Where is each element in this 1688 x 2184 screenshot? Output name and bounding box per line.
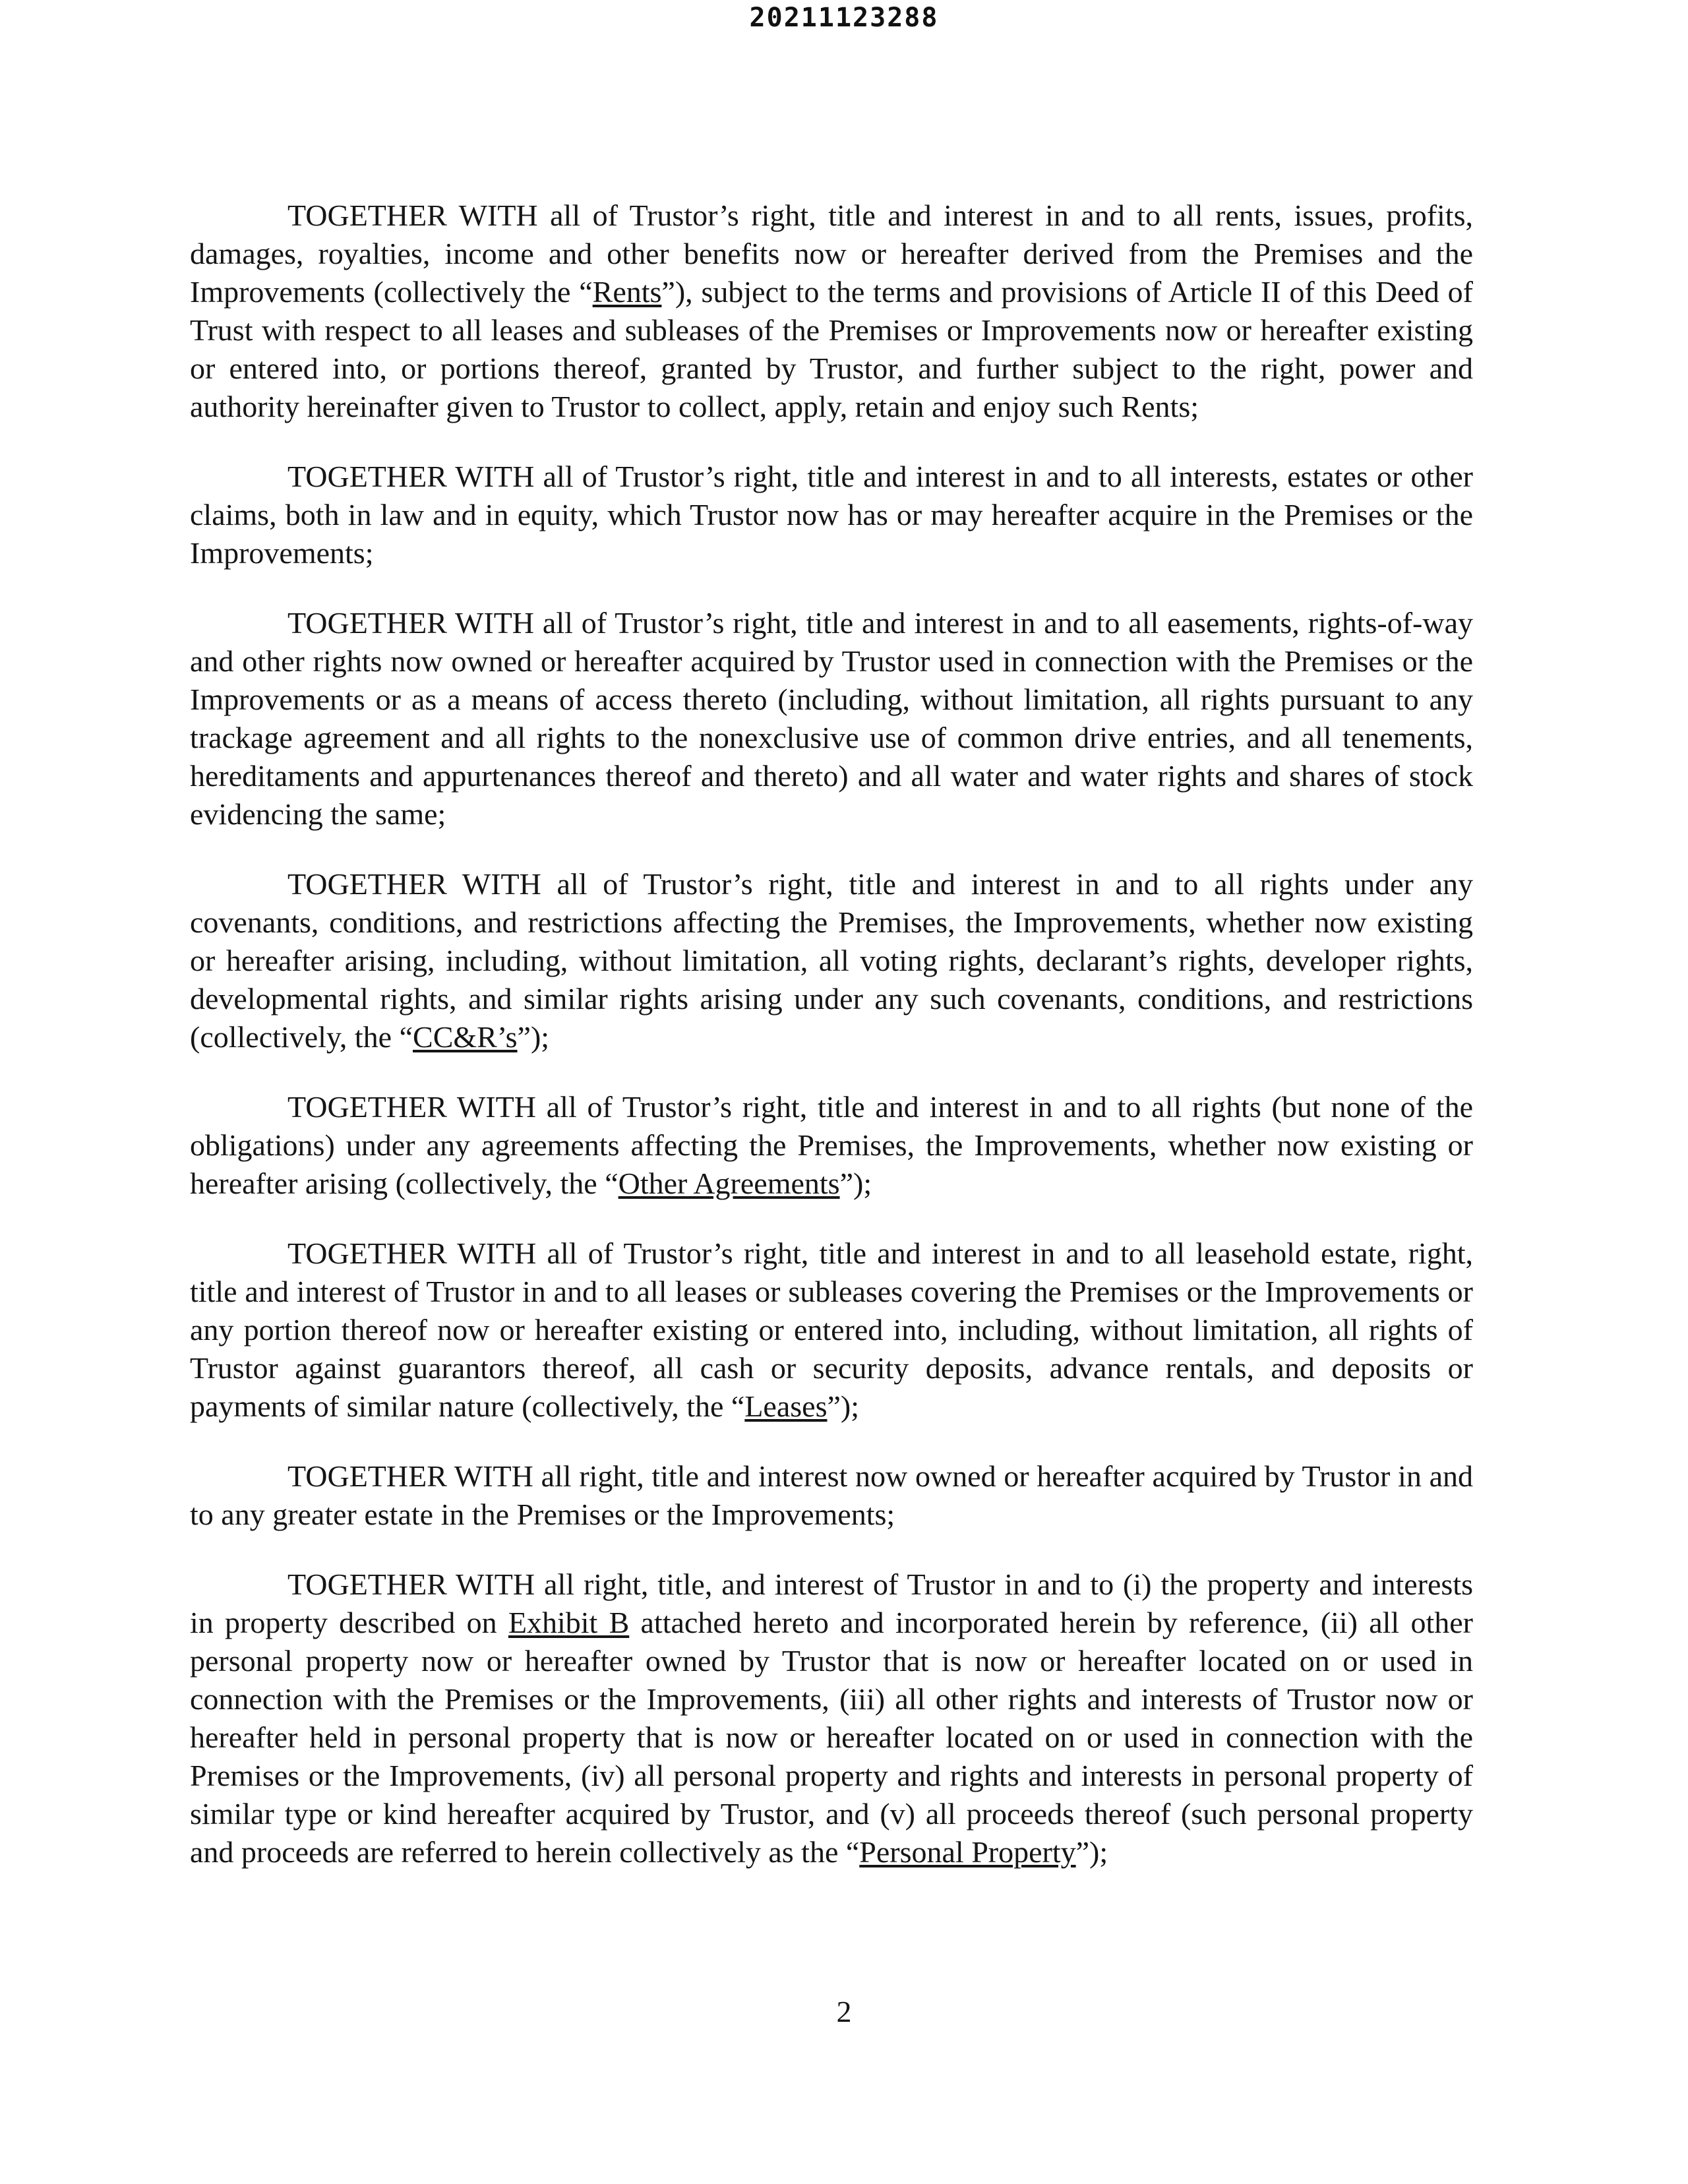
paragraph-text: TOGETHER WITH all right, title, and interest of Trustor in and to (i) the property and interests in property described on — [190, 1567, 1473, 1639]
paragraph-text: TOGETHER WITH all of Trustor’s right, title and interest in and to all rights (but none of the obligations) under any agreements affecting the Premises, the Improvements, whether now existing or hereafter arising (collectively, the “ — [190, 1090, 1473, 1200]
paragraph-personal-property — [190, 1565, 1473, 1871]
defined-term-ccrs: CC&R’s — [413, 1020, 518, 1054]
defined-term-personal-property: Personal Property — [859, 1835, 1076, 1869]
paragraph-text: ”); — [827, 1389, 859, 1423]
paragraph-interests-estates — [190, 458, 1473, 572]
defined-term-rents: Rents — [592, 275, 662, 309]
paragraph-ccrs — [190, 865, 1473, 1056]
paragraph-rents — [190, 197, 1473, 426]
paragraph-text: ”); — [839, 1167, 872, 1200]
exhibit-b-reference: Exhibit B — [508, 1606, 630, 1639]
recording-document-number: 20211123288 — [749, 3, 939, 33]
paragraph-leases — [190, 1234, 1473, 1426]
paragraph-text: ”); — [517, 1020, 550, 1054]
paragraph-text: ”); — [1075, 1835, 1108, 1869]
defined-term-leases: Leases — [744, 1389, 828, 1423]
paragraph-text: TOGETHER WITH all of Trustor’s right, title and interest in and to all interests, estates or other claims, both in law and in equity, which Trustor now has or may hereafter acquire in the Premises or the Improvements; — [190, 460, 1473, 570]
paragraph-text: TOGETHER WITH all of Trustor’s right, title and interest in and to all leasehold estate, right, title and interest of Trustor in and to all leases or subleases covering the Premises or the Improvements or any portion thereof now or hereafter existing or entered into, including, without limitation, all rights of Trustor against guarantors thereof, all cash or security deposits, advance rentals, and deposits or payments of similar nature (collectively, the “ — [190, 1236, 1473, 1423]
defined-term-other-agreements: Other Agreements — [618, 1167, 840, 1200]
paragraph-other-agreements — [190, 1088, 1473, 1203]
paragraph-text: TOGETHER WITH all of Trustor’s right, title and interest in and to all rights under any covenants, conditions, and restrictions affecting the Premises, the Improvements, whether now existing or hereafter arising, including, without limitation, all voting rights, declarant’s rights, developer rights, developmental rights, and similar rights arising under any such covenants, conditions, and restrictions (collectively, the “ — [190, 867, 1473, 1054]
paragraph-easements — [190, 604, 1473, 834]
paragraph-text: TOGETHER WITH all of Trustor’s right, title and interest in and to all rents, issues, profits, damages, royalties, income and other benefits now or hereafter derived from the Premises and the Improvements (collectively the “ — [190, 198, 1473, 309]
paragraph-text: TOGETHER WITH all right, title and interest now owned or hereafter acquired by Trustor in and to any greater estate in the Premises or the Improvements; — [190, 1459, 1473, 1531]
paragraph-text: attached hereto and incorporated herein by reference, (ii) all other personal property now or hereafter owned by Trustor that is now or hereafter located on or used in connection with the Premises or the Improvements, (iii) all other rights and interests of Trustor now or hereafter held in personal property that is now or hereafter located on or used in connection with the Premises or the Improvements, (iv) all personal property and rights and interests in personal property of similar type or kind hereafter acquired by Trustor, and (v) all proceeds thereof (such personal property and proceeds are referred to herein collectively as the “ — [190, 1606, 1473, 1869]
paragraph-text: TOGETHER WITH all of Trustor’s right, title and interest in and to all easements, rights-of-way and other rights now owned or hereafter acquired by Trustor used in connection with the Premises or the Improvements or as a means of access thereto (including, without limitation, all rights pursuant to any trackage agreement and all rights to the nonexclusive use of common drive entries, and all tenements, hereditaments and appurtenances thereof and thereto) and all water and water rights and shares of stock evidencing the same; — [190, 606, 1473, 831]
page-number: 2 — [836, 1995, 852, 2028]
paragraph-greater-estate — [190, 1457, 1473, 1534]
document-body — [190, 197, 1473, 1903]
paragraph-text: ”), subject to the terms and provisions of Article II of this Deed of Trust with respect to all leases and subleases of the Premises or Improvements now or hereafter existing or entered into, or portions thereof, granted by Trustor, and further subject to the right, power and authority hereinafter given to Trustor to collect, apply, retain and enjoy such Rents; — [190, 275, 1473, 423]
